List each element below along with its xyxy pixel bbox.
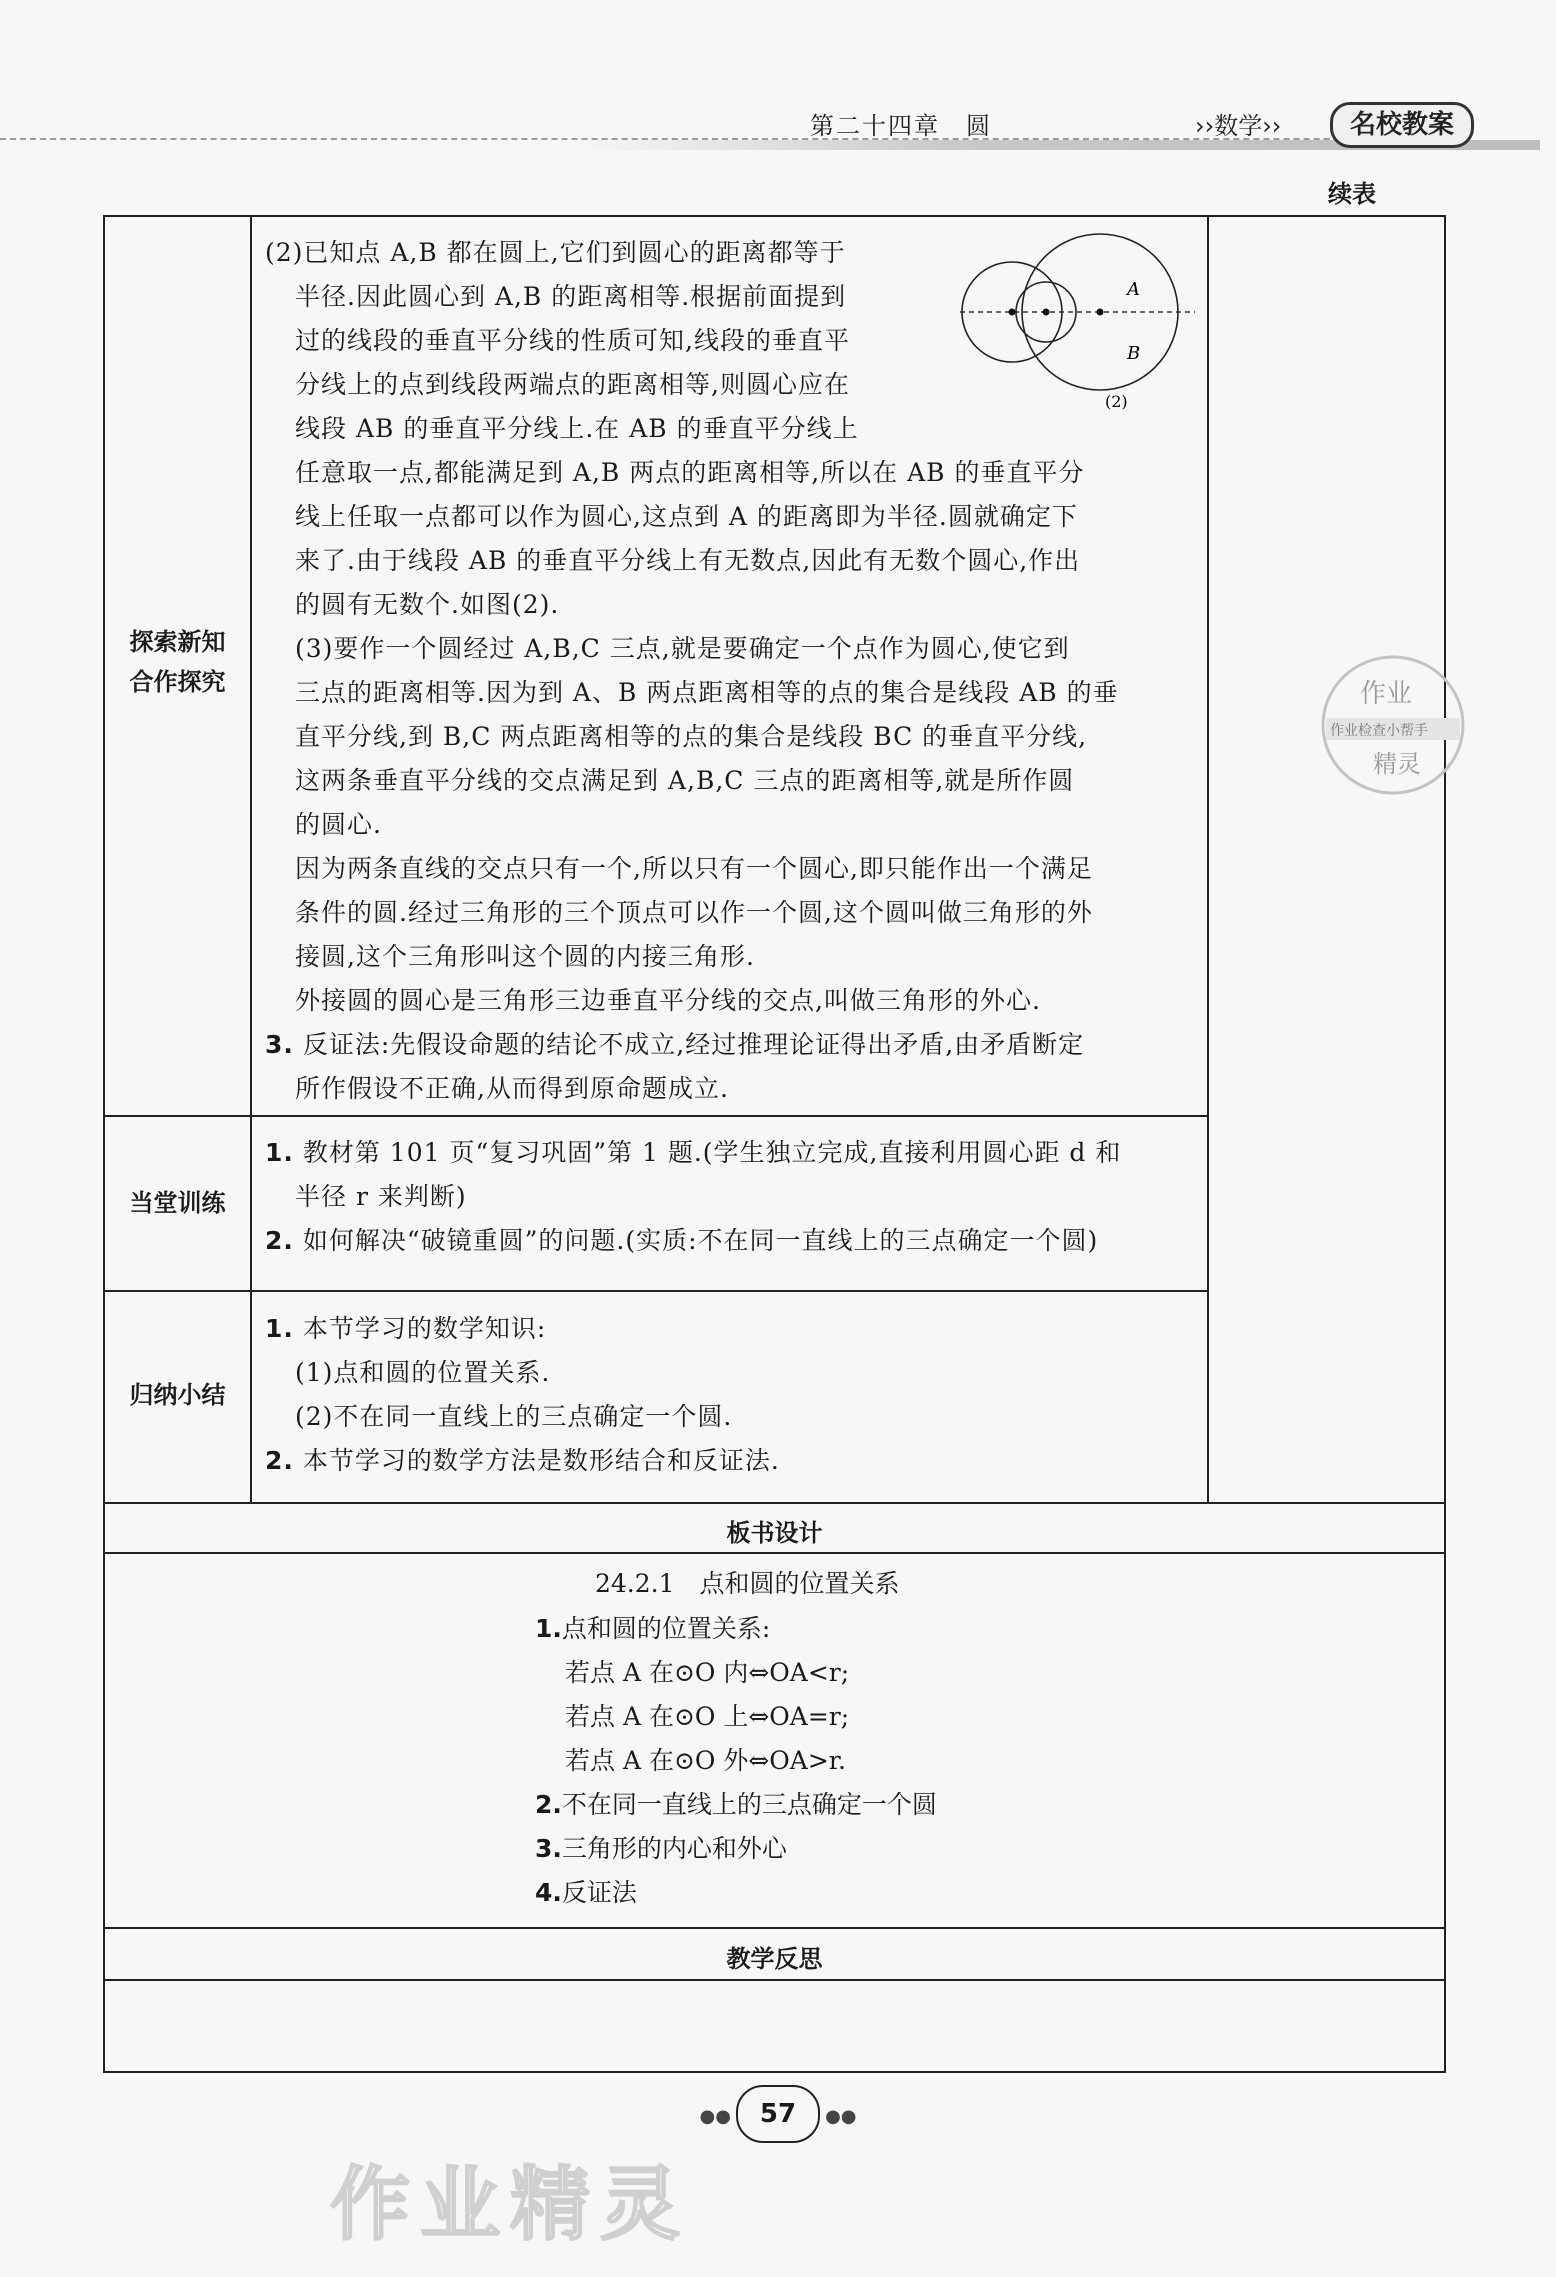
text-line: 点和圆的位置关系: xyxy=(561,1614,771,1643)
text-line: 反证法:先假设命题的结论不成立,经过推理论证得出矛盾,由矛盾断定 xyxy=(302,1030,1085,1059)
board-heading: 板书设计 xyxy=(726,1519,823,1547)
board-content xyxy=(535,1607,937,1915)
text-line: 如何解决“破镜重圆”的问题.(实质:不在同一直线上的三点确定一个圆) xyxy=(302,1226,1099,1255)
text-line: 本节学习的数学知识: xyxy=(302,1314,547,1343)
text-line: 线上任取一点都可以作为圆心,这点到 A 的距离即为半径.圆就确定下 xyxy=(295,502,1078,531)
text-line: 因为两条直线的交点只有一个,所以只有一个圆心,即只能作出一个满足 xyxy=(295,854,1093,883)
summary-content xyxy=(265,1307,1195,1483)
text-line: 的圆心. xyxy=(295,810,382,839)
row-divider-2 xyxy=(105,1290,1207,1292)
page-footer xyxy=(0,2085,1556,2143)
explore-label-line1: 探索新知 xyxy=(129,628,226,656)
text-line: (1)点和圆的位置关系. xyxy=(295,1358,551,1387)
text-line: (2)不在同一直线上的三点确定一个圆. xyxy=(295,1402,733,1431)
page-number: 57 xyxy=(736,2085,820,2143)
text-line: 任意取一点,都能满足到 A,B 两点的距离相等,所以在 AB 的垂直平分 xyxy=(295,458,1085,487)
row-divider-1 xyxy=(105,1115,1207,1117)
item-number: 1. xyxy=(265,1138,294,1167)
explore-label xyxy=(105,622,250,702)
item-number: 2. xyxy=(265,1226,294,1255)
row-divider-3 xyxy=(105,1502,1444,1504)
row-divider-4 xyxy=(105,1552,1444,1554)
text-line: 教材第 101 页“复习巩固”第 1 题.(学生独立完成,直接利用圆心距 d 和 xyxy=(302,1138,1122,1167)
circles-figure xyxy=(955,227,1200,422)
text-line: 外接圆的圆心是三角形三边垂直平分线的交点,叫做三角形的外心. xyxy=(295,986,1041,1015)
col-divider-left xyxy=(250,217,252,1502)
text-line: 分线上的点到线段两端点的距离相等,则圆心应在 xyxy=(295,370,850,399)
stamp-bottom-text: 精灵 xyxy=(1373,750,1421,778)
text-line: 接圆,这个三角形叫这个圆的内接三角形. xyxy=(295,942,755,971)
lesson-table xyxy=(103,215,1446,2073)
label-b: B xyxy=(1127,343,1141,364)
item-number: 3. xyxy=(535,1834,562,1863)
chapter-title: 第二十四章 圆 xyxy=(810,112,992,140)
text-line: 三角形的内心和外心 xyxy=(561,1834,787,1863)
text-line: 的圆有无数个.如图(2). xyxy=(295,590,560,619)
row-divider-6 xyxy=(105,1979,1444,1981)
item-number: 4. xyxy=(535,1878,562,1907)
board-title: 24.2.1 点和圆的位置关系 xyxy=(595,1569,900,1598)
item-number: 2. xyxy=(535,1790,562,1819)
text-line: (3)要作一个圆经过 A,B,C 三点,就是要确定一个点作为圆心,使它到 xyxy=(295,634,1070,663)
stamp-top-text: 作业 xyxy=(1360,679,1413,709)
text-line: 若点 A 在⊙O 外⇔OA>r. xyxy=(565,1746,846,1775)
text-line: 半径 r 来判断) xyxy=(295,1182,467,1211)
text-line: 直平分线,到 B,C 两点距离相等的点的集合是线段 BC 的垂直平分线, xyxy=(295,722,1088,751)
text-line: 线段 AB 的垂直平分线上.在 AB 的垂直平分线上 xyxy=(295,414,859,443)
text-line: 来了.由于线段 AB 的垂直平分线上有无数点,因此有无数个圆心,作出 xyxy=(295,546,1081,575)
homework-stamp xyxy=(1318,650,1468,800)
text-line: 所作假设不正确,从而得到原命题成立. xyxy=(295,1074,729,1103)
brand-logo: 名校教案 xyxy=(1330,102,1474,148)
explore-label-line2: 合作探究 xyxy=(129,668,226,696)
text-line: 三点的距离相等.因为到 A、B 两点距离相等的点的集合是线段 AB 的垂 xyxy=(295,678,1119,707)
center-dot xyxy=(1009,309,1016,316)
right-ornament-icon: ●● xyxy=(825,2106,857,2127)
continued-label: 续表 xyxy=(1328,180,1376,208)
text-line: 过的线段的垂直平分线的性质可知,线段的垂直平 xyxy=(295,326,850,355)
watermark: 作业精灵 xyxy=(330,2158,690,2251)
training-label: 当堂训练 xyxy=(129,1189,226,1217)
reflection-heading: 教学反思 xyxy=(726,1945,823,1973)
text-line: 反证法 xyxy=(561,1878,637,1907)
summary-label: 归纳小结 xyxy=(129,1381,226,1409)
row-divider-5 xyxy=(105,1927,1444,1929)
text-line: 条件的圆.经过三角形的三个顶点可以作一个圆,这个圆叫做三角形的外 xyxy=(295,898,1093,927)
text-line: 半径.因此圆心到 A,B 的距离相等.根据前面提到 xyxy=(295,282,847,311)
training-content xyxy=(265,1131,1195,1263)
text-line: 若点 A 在⊙O 内⇔OA<r; xyxy=(565,1658,850,1687)
text-line: 若点 A 在⊙O 上⇔OA=r; xyxy=(565,1702,850,1731)
text-line: 这两条垂直平分线的交点满足到 A,B,C 三点的距离相等,就是所作圆 xyxy=(295,766,1075,795)
subject-label: ››数学›› xyxy=(1195,112,1282,140)
text-line: 本节学习的数学方法是数形结合和反证法. xyxy=(302,1446,780,1475)
stamp-mid-text: 作业检查小帮手 xyxy=(1330,723,1428,739)
figure-caption: (2) xyxy=(1105,392,1128,411)
text-line: (2)已知点 A,B 都在圆上,它们到圆心的距离都等于 xyxy=(265,238,846,267)
label-a: A xyxy=(1127,279,1140,300)
col-divider-right xyxy=(1207,217,1209,1502)
left-ornament-icon: ●● xyxy=(699,2106,731,2127)
item-number: 3. xyxy=(265,1030,294,1059)
text-line: 不在同一直线上的三点确定一个圆 xyxy=(561,1790,937,1819)
item-number: 1. xyxy=(535,1614,562,1643)
item-number: 2. xyxy=(265,1446,294,1475)
center-dot xyxy=(1097,309,1104,316)
center-dot xyxy=(1043,309,1050,316)
item-number: 1. xyxy=(265,1314,294,1343)
